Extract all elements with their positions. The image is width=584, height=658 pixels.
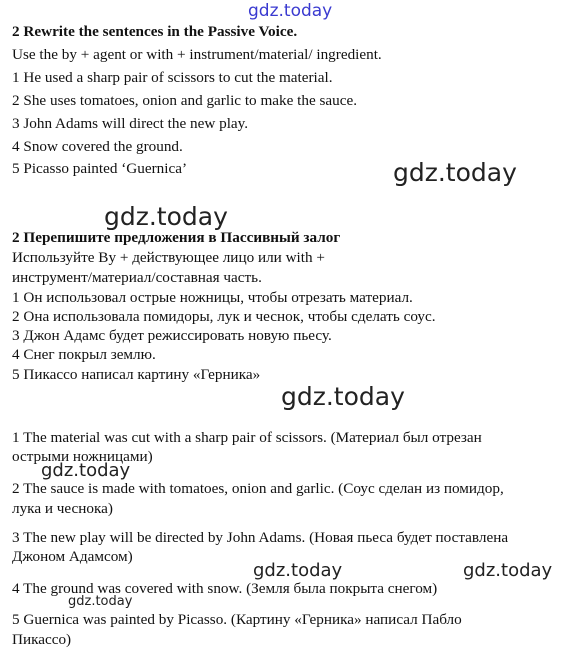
watermark-left: gdz.today (104, 202, 228, 231)
watermark-answers-1: gdz.today (41, 460, 131, 481)
english-sentence-4: 4 Snow covered the ground. (12, 138, 183, 155)
answer-3-line2: Джоном Адамсом) (12, 548, 133, 565)
answer-1-line2: острыми ножницами) (12, 448, 153, 465)
english-sentence-5: 5 Picasso painted ‘Guernica’ (12, 160, 188, 177)
watermark-center: gdz.today (281, 382, 405, 411)
watermark-answers-3: gdz.today (463, 560, 553, 581)
english-sentence-1: 1 He used a sharp pair of scissors to cut the material. (12, 69, 333, 86)
english-heading: 2 Rewrite the sentences in the Passive Voice. (12, 23, 298, 40)
watermark-answers-2: gdz.today (253, 560, 343, 581)
watermark-answers-4: gdz.today (68, 594, 133, 609)
english-instruction: Use the by + agent or with + instrument/material/ ingredient. (12, 46, 382, 63)
russian-instruction-line2: инструмент/материал/составная часть. (12, 269, 262, 286)
russian-sentence-1: 1 Он использовал острые ножницы, чтобы отрезать материал. (12, 289, 413, 306)
watermark-right: gdz.today (393, 158, 517, 187)
answer-3-line1: 3 The new play will be directed by John Adams. (Новая пьеса будет поставлена (12, 529, 509, 546)
russian-instruction-line1: Используйте By + действующее лицо или with + (12, 249, 325, 266)
answer-5-line1: 5 Guernica was painted by Picasso. (Картину «Герника» написал Пабло (12, 611, 462, 628)
answer-4-line1: 4 The ground was covered with snow. (Земля была покрыта снегом) (12, 580, 438, 597)
answer-1-line1: 1 The material was cut with a sharp pair of scissors. (Материал был отрезан (12, 429, 482, 446)
answer-2-line2: лука и чеснока) (12, 500, 113, 517)
english-sentence-2: 2 She uses tomatoes, onion and garlic to make the sauce. (12, 92, 358, 109)
answer-5-line2: Пикассо) (12, 631, 72, 648)
russian-sentence-5: 5 Пикассо написал картину «Герника» (12, 366, 261, 383)
english-sentence-3: 3 John Adams will direct the new play. (12, 115, 249, 132)
russian-sentence-2: 2 Она использовала помидоры, лук и чеснок, чтобы сделать соус. (12, 308, 436, 325)
russian-sentence-3: 3 Джон Адамс будет режиссировать новую пьесу. (12, 327, 332, 344)
answer-2-line1: 2 The sauce is made with tomatoes, onion and garlic. (Соус сделан из помидор, (12, 480, 504, 497)
russian-heading: 2 Перепишите предложения в Пассивный залог (12, 229, 341, 246)
watermark-top: gdz.today (248, 1, 333, 21)
russian-sentence-4: 4 Снег покрыл землю. (12, 346, 156, 363)
